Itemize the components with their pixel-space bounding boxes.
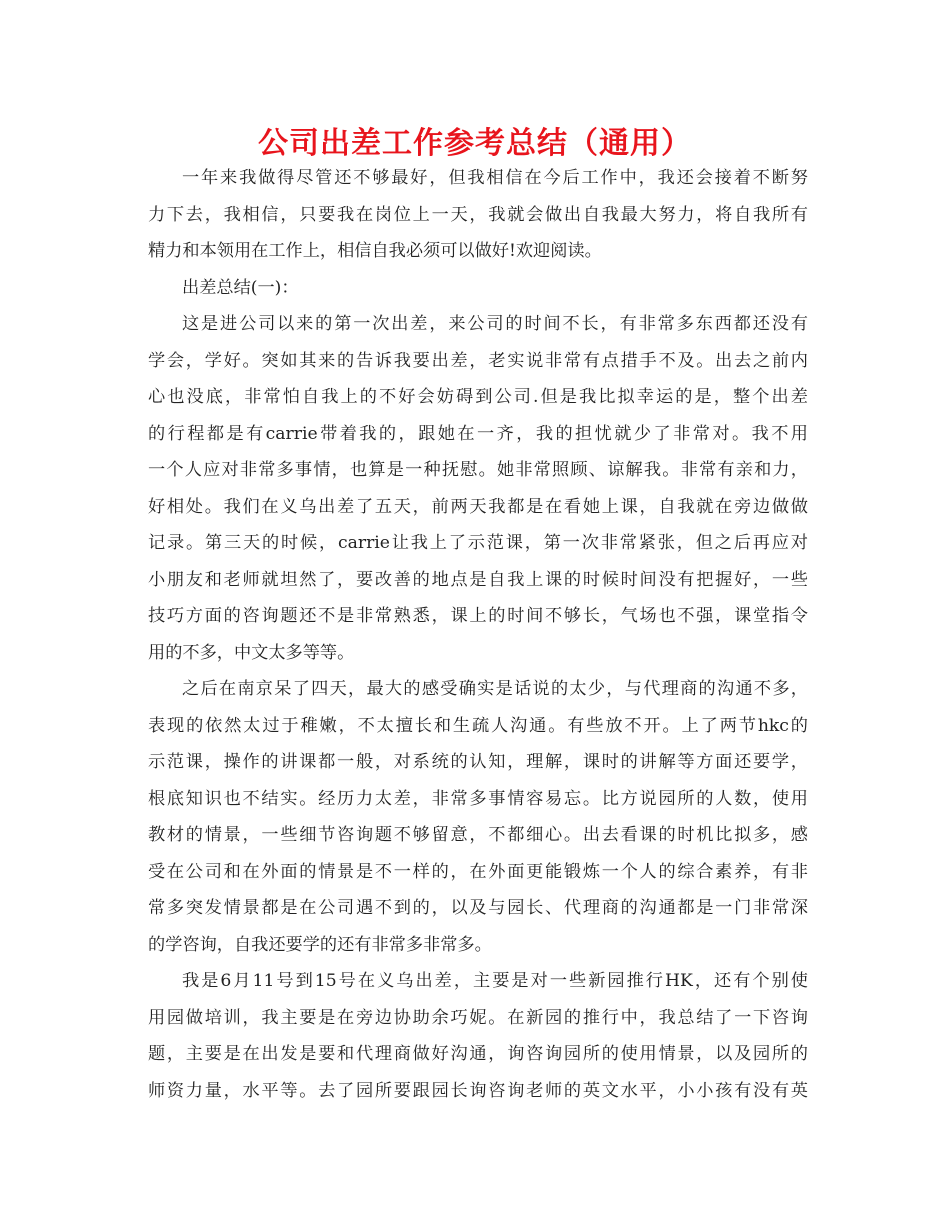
text-line: 示范课，操作的讲课都一般，对系统的认知，理解，课时的讲解等方面还要学， (148, 752, 808, 772)
text-line: 题，主要是在出发是要和代理商做好沟通，询咨询园所的使用情景，以及园所的 (148, 1044, 808, 1064)
text-line: 记录。第三天的时候，carrie让我上了示范课，第一次非常紧张，但之后再应对 (148, 533, 808, 553)
text-line: 这是进公司以来的第一次出差，来公司的时间不长，有非常多东西都还没有 (182, 314, 808, 334)
text-line: 师资力量，水平等。去了园所要跟园长询咨询老师的英文水平，小小孩有没有英 (148, 1080, 808, 1101)
text-line: 根底知识也不结实。经历力太差，非常多事情容易忘。比方说园所的人数，使用 (148, 788, 808, 809)
section-heading (148, 270, 808, 307)
text-line: 技巧方面的咨询题还不是非常熟悉，课上的时间不够长，气场也不强，课堂指令 (148, 606, 808, 626)
text-line: 受在公司和在外面的情景是不一样的，在外面更能锻炼一个人的综合素养，有非 (148, 861, 808, 882)
document-body (148, 160, 808, 1109)
text-line: 之后在南京呆了四天，最大的感受确实是话说的太少，与代理商的沟通不多， (182, 679, 808, 699)
document-title: 公司出差工作参考总结（通用） (258, 126, 692, 161)
text-line: 的行程都是有carrie带着我的，跟她在一齐，我的担忧就少了非常对。我不用 (148, 423, 808, 444)
text-line: 一年来我做得尽管还不够最好，但我相信在今后工作中，我还会接着不断努 (182, 168, 808, 188)
intro-paragraph (148, 160, 808, 270)
paragraph-1 (148, 306, 808, 671)
paragraph-2 (148, 671, 808, 963)
text-line: 用园做培训，我主要是在旁边协助余巧妮。在新园的推行中，我总结了一下咨询 (148, 1007, 808, 1028)
text-line: 教材的情景，一些细节咨询题不够留意，不都细心。出去看课的时机比拟多，感 (148, 825, 808, 845)
section-heading-text: 出差总结(一)： (182, 277, 299, 298)
text-line: 精力和本领用在工作上，相信自我必须可以做好!欢迎阅读。 (148, 241, 602, 261)
text-line: 用的不多，中文太多等等。 (148, 642, 355, 663)
text-line: 常多突发情景都是在公司遇不到的，以及与园长、代理商的沟通都是一门非常深 (148, 898, 808, 918)
text-line: 小朋友和老师就坦然了，要改善的地点是自我上课的时候时间没有把握好，一些 (148, 569, 808, 590)
text-line: 一个人应对非常多事情，也算是一种抚慰。她非常照顾、谅解我。非常有亲和力， (148, 460, 808, 480)
text-line: 表现的依然太过于稚嫩，不太擅长和生疏人沟通。有些放不开。上了两节hkc的 (148, 715, 808, 736)
text-line: 好相处。我们在义乌出差了五天，前两天我都是在看她上课，自我就在旁边做做 (148, 496, 808, 517)
text-line: 心也没底，非常怕自我上的不好会妨碍到公司.但是我比拟幸运的是，整个出差 (148, 387, 808, 407)
text-line: 的学咨询，自我还要学的还有非常多非常多。 (148, 934, 492, 955)
text-line: 学会，学好。突如其来的告诉我要出差，老实说非常有点措手不及。出去之前内 (148, 350, 808, 371)
text-line: 我是6月11号到15号在义乌出差，主要是对一些新园推行HK，还有个别使 (182, 971, 808, 991)
text-line: 力下去，我相信，只要我在岗位上一天，我就会做出自我最大努力，将自我所有 (148, 204, 808, 225)
paragraph-3 (148, 963, 808, 1109)
